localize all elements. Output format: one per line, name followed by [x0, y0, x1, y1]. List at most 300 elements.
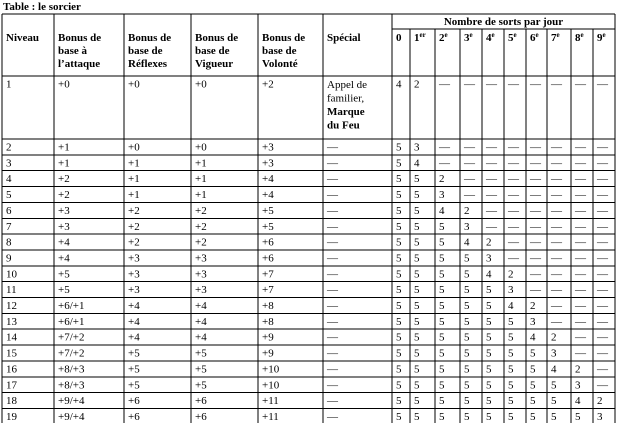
table-cell: +3 [195, 284, 207, 297]
table-cell: — [439, 141, 450, 154]
table-cell: 5 [414, 410, 420, 423]
table-cell: +6/+1 [58, 315, 85, 328]
table-cell: +2 [195, 220, 207, 233]
table-cell: +6 [195, 410, 207, 423]
table-cell: +3 [58, 204, 70, 217]
table-cell: +5 [262, 204, 274, 217]
table-cell: — [327, 252, 338, 265]
column-header: Bonus de [128, 32, 172, 44]
table-cell: +7 [262, 284, 274, 297]
table-cell: +4 [195, 315, 207, 328]
table-cell: 5 [486, 347, 492, 360]
table-cell: 5 [396, 395, 402, 408]
column-header: base à [58, 45, 88, 57]
column-header: Réflexes [128, 58, 168, 70]
special-cell: Appel de [327, 79, 368, 91]
level-cell: 13 [6, 315, 17, 328]
table-cell: +6 [262, 252, 274, 265]
table-cell: 5 [439, 379, 445, 392]
table-cell: +4 [262, 173, 274, 186]
table-cell: +2 [195, 236, 207, 249]
table-cell: +5 [195, 347, 207, 360]
table-cell: 5 [414, 220, 420, 233]
table-cell: — [486, 78, 497, 91]
level-cell: 7 [6, 220, 12, 233]
table-cell: — [597, 300, 608, 312]
table-title: Table : le sorcier [3, 1, 81, 13]
spell-level-header: 8e [575, 31, 584, 44]
level-cell: 4 [6, 173, 12, 186]
table-cell: +5 [262, 220, 274, 233]
table-cell: — [327, 268, 338, 281]
table-cell: — [575, 300, 586, 312]
table-cell: 5 [508, 395, 514, 408]
table-cell: 5 [508, 331, 514, 344]
table-cell: — [597, 315, 608, 328]
table-cell: 5 [439, 331, 445, 344]
table-cell: — [439, 78, 450, 91]
table-cell: — [551, 173, 562, 186]
table-cell: — [551, 189, 562, 202]
table-cell: +6 [195, 395, 207, 408]
table-cell: 5 [551, 410, 557, 423]
level-cell: 9 [6, 252, 12, 265]
table-cell: — [327, 236, 338, 249]
table-cell: — [508, 141, 519, 154]
table-cell: — [530, 141, 541, 154]
table-cell: 5 [439, 300, 445, 312]
table-cell: 4 [414, 157, 420, 170]
table-cell: — [575, 252, 586, 265]
table-cell: +0 [128, 78, 140, 91]
table-cell: — [530, 173, 541, 186]
table-cell: 5 [464, 300, 470, 312]
table-cell: — [530, 204, 541, 217]
table-cell: — [530, 252, 541, 265]
table-cell: 5 [486, 363, 492, 376]
table-cell: +8 [262, 315, 274, 328]
table-cell: — [530, 284, 541, 297]
table-cell: 2 [464, 204, 470, 217]
table-cell: 4 [396, 78, 402, 91]
table-cell: 5 [414, 189, 420, 202]
table-cell: — [327, 363, 338, 376]
level-cell: 15 [6, 347, 17, 360]
table-cell: — [597, 252, 608, 265]
table-cell: 5 [396, 379, 402, 392]
table-cell: — [575, 347, 586, 360]
level-cell: 19 [6, 410, 17, 423]
column-header: Niveau [6, 32, 39, 44]
table-cell: +1 [58, 141, 70, 154]
spell-level-header: 1er [414, 31, 426, 44]
table-cell: — [597, 157, 608, 170]
table-cell: +0 [128, 141, 140, 154]
table-cell: +11 [262, 410, 279, 423]
table-cell: 5 [464, 315, 470, 328]
table-cell: 5 [464, 379, 470, 392]
table-cell: 2 [486, 236, 492, 249]
table-cell: +7/+2 [58, 331, 85, 344]
table-cell: — [508, 173, 519, 186]
table-cell: +1 [128, 189, 140, 202]
table-cell: — [551, 236, 562, 249]
table-cell: +2 [262, 78, 274, 91]
level-cell: 16 [6, 363, 17, 376]
table-cell: 5 [464, 363, 470, 376]
table-cell: — [597, 284, 608, 297]
table-cell: 5 [439, 363, 445, 376]
table-cell: 5 [396, 300, 402, 312]
spell-level-header: 2e [439, 31, 448, 44]
table-cell: 5 [439, 268, 445, 281]
table-cell: +8 [262, 300, 274, 312]
special-cell: familier, [327, 92, 365, 105]
table-cell: 3 [464, 220, 470, 233]
table-cell: — [508, 252, 519, 265]
table-cell: +2 [128, 220, 140, 233]
table-cell: — [486, 141, 497, 154]
table-cell: — [508, 220, 519, 233]
table-cell: 5 [464, 268, 470, 281]
table-cell: +2 [58, 173, 70, 186]
table-cell: — [508, 204, 519, 217]
table-cell: 5 [439, 347, 445, 360]
table-cell: +5 [58, 284, 70, 297]
table-cell: +4 [262, 189, 274, 202]
table-cell: +4 [128, 331, 140, 344]
level-cell: 18 [6, 395, 17, 408]
table-cell: 2 [551, 331, 557, 344]
table-cell: 5 [464, 347, 470, 360]
table-cell: — [464, 78, 475, 91]
spell-level-header: 4e [486, 31, 495, 44]
table-cell: — [530, 220, 541, 233]
table-cell: — [508, 78, 519, 91]
table-cell: 3 [486, 252, 492, 265]
table-cell: — [597, 141, 608, 154]
table-cell: 5 [530, 363, 536, 376]
table-cell: +3 [128, 268, 140, 281]
table-cell: — [575, 284, 586, 297]
table-cell: 5 [439, 236, 445, 249]
table-cell: — [327, 331, 338, 344]
table-cell: 5 [508, 410, 514, 423]
table-cell: — [597, 78, 608, 91]
table-cell: — [551, 300, 562, 312]
column-header: base de [195, 45, 230, 57]
table-cell: 5 [464, 410, 470, 423]
table-cell: +1 [128, 173, 140, 186]
spell-level-header: 5e [508, 31, 517, 44]
table-cell: 5 [414, 315, 420, 328]
table-cell: 5 [439, 410, 445, 423]
table-cell: 5 [414, 363, 420, 376]
table-cell: +1 [128, 157, 140, 170]
table-cell: 5 [396, 141, 402, 154]
table-cell: +3 [128, 284, 140, 297]
table-cell: 5 [508, 363, 514, 376]
table-cell: +1 [195, 157, 207, 170]
table-cell: — [530, 157, 541, 170]
table-cell: 5 [439, 315, 445, 328]
table-cell: — [597, 268, 608, 281]
table-cell: — [327, 347, 338, 360]
table-cell: 5 [486, 300, 492, 312]
level-cell: 17 [6, 379, 17, 392]
table-cell: 4 [575, 395, 581, 408]
table-cell: — [575, 204, 586, 217]
table-cell: — [551, 284, 562, 297]
table-cell: — [508, 236, 519, 249]
level-cell: 5 [6, 189, 12, 202]
table-cell: — [551, 157, 562, 170]
table-cell: — [597, 379, 608, 392]
table-cell: 5 [508, 379, 514, 392]
table-cell: +1 [195, 189, 207, 202]
table-cell: — [575, 78, 586, 91]
spell-level-header: 0 [396, 32, 402, 44]
table-cell: 5 [486, 395, 492, 408]
table-cell: — [508, 157, 519, 170]
table-cell: 5 [508, 315, 514, 328]
table-cell: +6 [128, 410, 140, 423]
table-cell: 3 [597, 410, 603, 423]
table-cell: 2 [575, 363, 581, 376]
spell-level-header: 9e [597, 31, 606, 44]
table-cell: — [327, 204, 338, 217]
table-cell: 2 [414, 78, 420, 91]
table-cell: 5 [396, 268, 402, 281]
table-cell: 5 [486, 315, 492, 328]
table-cell: +9/+4 [58, 410, 85, 423]
table-cell: +4 [58, 236, 70, 249]
table-cell: +9 [262, 331, 274, 344]
table-cell: 4 [551, 363, 557, 376]
table-cell: +3 [128, 252, 140, 265]
spell-level-header: 3e [464, 31, 473, 44]
table-cell: 5 [439, 395, 445, 408]
table-cell: — [486, 173, 497, 186]
special-cell: Marque [327, 106, 365, 118]
table-cell: — [327, 395, 338, 408]
table-cell: +8/+3 [58, 363, 85, 376]
table-cell: 3 [530, 315, 536, 328]
table-cell: +0 [195, 78, 207, 91]
table-cell: — [575, 141, 586, 154]
table-cell: — [327, 220, 338, 233]
column-header: base de [128, 45, 163, 57]
level-cell: 8 [6, 236, 12, 249]
table-cell: +2 [128, 204, 140, 217]
table-cell: — [597, 363, 608, 376]
level-cell: 1 [6, 78, 12, 91]
table-cell: — [327, 173, 338, 186]
table-cell: — [597, 204, 608, 217]
table-cell: — [575, 315, 586, 328]
table-cell: +0 [58, 78, 70, 91]
level-cell: 2 [6, 141, 12, 154]
table-cell: — [575, 173, 586, 186]
table-cell: — [597, 189, 608, 202]
column-header: l’attaque [58, 58, 101, 70]
table-cell: 3 [508, 284, 514, 297]
table-cell: 5 [414, 173, 420, 186]
table-cell: — [575, 236, 586, 249]
table-cell: — [575, 268, 586, 281]
table-cell: 4 [530, 331, 536, 344]
level-cell: 12 [6, 300, 17, 312]
table-cell: — [486, 157, 497, 170]
table-cell: +1 [195, 173, 207, 186]
table-cell: +2 [128, 236, 140, 249]
table-cell: 5 [486, 331, 492, 344]
table-cell: — [530, 236, 541, 249]
table-cell: +3 [262, 141, 274, 154]
table-cell: — [464, 157, 475, 170]
table-cell: — [597, 347, 608, 360]
table-cell: +7 [262, 268, 274, 281]
table-cell: — [486, 189, 497, 202]
table-cell: — [575, 220, 586, 233]
table-cell: 5 [396, 173, 402, 186]
table-cell: — [597, 173, 608, 186]
table-cell: +5 [195, 379, 207, 392]
table-cell: 5 [486, 379, 492, 392]
table-cell: 5 [530, 410, 536, 423]
table-cell: 5 [396, 220, 402, 233]
table-cell: 5 [575, 410, 581, 423]
table-cell: — [327, 315, 338, 328]
table-cell: — [551, 315, 562, 328]
level-cell: 14 [6, 331, 17, 344]
table-cell: — [551, 268, 562, 281]
column-header: Bonus de [58, 32, 102, 44]
table-cell: — [464, 189, 475, 202]
table-cell: 2 [530, 300, 536, 312]
table-cell: 5 [396, 204, 402, 217]
table-cell: 5 [464, 252, 470, 265]
table-cell: 5 [414, 236, 420, 249]
table-cell: — [464, 173, 475, 186]
table-cell: 3 [439, 189, 445, 202]
table-cell: 5 [396, 284, 402, 297]
table-cell: +3 [195, 268, 207, 281]
table-cell: 5 [396, 252, 402, 265]
table-cell: — [551, 204, 562, 217]
level-cell: 3 [6, 157, 12, 170]
table-cell: 5 [396, 331, 402, 344]
table-cell: — [530, 78, 541, 91]
table-cell: +5 [128, 347, 140, 360]
table-cell: +5 [58, 268, 70, 281]
table-cell: 5 [530, 379, 536, 392]
table-cell: 5 [439, 252, 445, 265]
spell-level-header: 6e [530, 31, 539, 44]
table-cell: +9/+4 [58, 395, 85, 408]
table-cell: — [575, 189, 586, 202]
table-cell: 4 [439, 204, 445, 217]
table-cell: — [464, 141, 475, 154]
table-cell: 5 [396, 363, 402, 376]
table-cell: 4 [508, 300, 514, 312]
table-cell: 5 [414, 284, 420, 297]
level-cell: 10 [6, 268, 17, 281]
table-cell: +4 [58, 252, 70, 265]
table-cell: 5 [551, 379, 557, 392]
table-cell: 5 [396, 347, 402, 360]
table-cell: +2 [195, 204, 207, 217]
table-cell: — [327, 157, 338, 170]
table-cell: — [551, 78, 562, 91]
table-cell: +2 [58, 189, 70, 202]
table-cell: — [327, 141, 338, 154]
table-cell: — [575, 331, 586, 344]
table-cell: 5 [414, 300, 420, 312]
table-cell: +3 [262, 157, 274, 170]
level-cell: 6 [6, 204, 12, 217]
table-cell: 5 [396, 315, 402, 328]
table-cell: 5 [396, 410, 402, 423]
table-cell: +4 [128, 315, 140, 328]
table-cell: — [486, 220, 497, 233]
table-cell: 2 [508, 268, 514, 281]
table-cell: — [551, 141, 562, 154]
spell-level-header: 7e [551, 31, 560, 44]
table-cell: 3 [575, 379, 581, 392]
table-cell: — [439, 157, 450, 170]
special-cell: du Feu [327, 119, 360, 132]
table-cell: +0 [195, 141, 207, 154]
table-cell: +9 [262, 347, 274, 360]
column-header: Vigueur [195, 58, 234, 70]
table-cell: — [530, 268, 541, 281]
table-cell: 5 [439, 220, 445, 233]
table-cell: 2 [439, 173, 445, 186]
table-cell: +5 [128, 379, 140, 392]
table-cell: 5 [530, 395, 536, 408]
table-cell: — [486, 204, 497, 217]
table-cell: 5 [414, 331, 420, 344]
table-cell: +5 [128, 363, 140, 376]
table-cell: — [597, 331, 608, 344]
table-cell: 3 [551, 347, 557, 360]
table-cell: 5 [508, 347, 514, 360]
table-cell: — [327, 379, 338, 392]
spells-per-day-header: Nombre de sorts par jour [443, 16, 564, 28]
table-cell: +6/+1 [58, 300, 85, 312]
table-cell: +5 [195, 363, 207, 376]
table-cell: — [327, 189, 338, 202]
table-cell: — [597, 220, 608, 233]
table-cell: — [327, 300, 338, 312]
table-cell: +6 [128, 395, 140, 408]
table-cell: 5 [464, 395, 470, 408]
table-cell: — [575, 157, 586, 170]
table-cell: 5 [486, 284, 492, 297]
table-cell: 4 [486, 268, 492, 281]
table-cell: 5 [414, 204, 420, 217]
table-cell: 5 [464, 284, 470, 297]
column-header: base de [262, 45, 297, 57]
table-cell: 5 [530, 347, 536, 360]
table-cell: +4 [195, 331, 207, 344]
table-cell: — [597, 236, 608, 249]
table-cell: 2 [597, 395, 603, 408]
table-cell: 5 [396, 189, 402, 202]
table-cell: 5 [396, 236, 402, 249]
table-cell: 5 [414, 268, 420, 281]
